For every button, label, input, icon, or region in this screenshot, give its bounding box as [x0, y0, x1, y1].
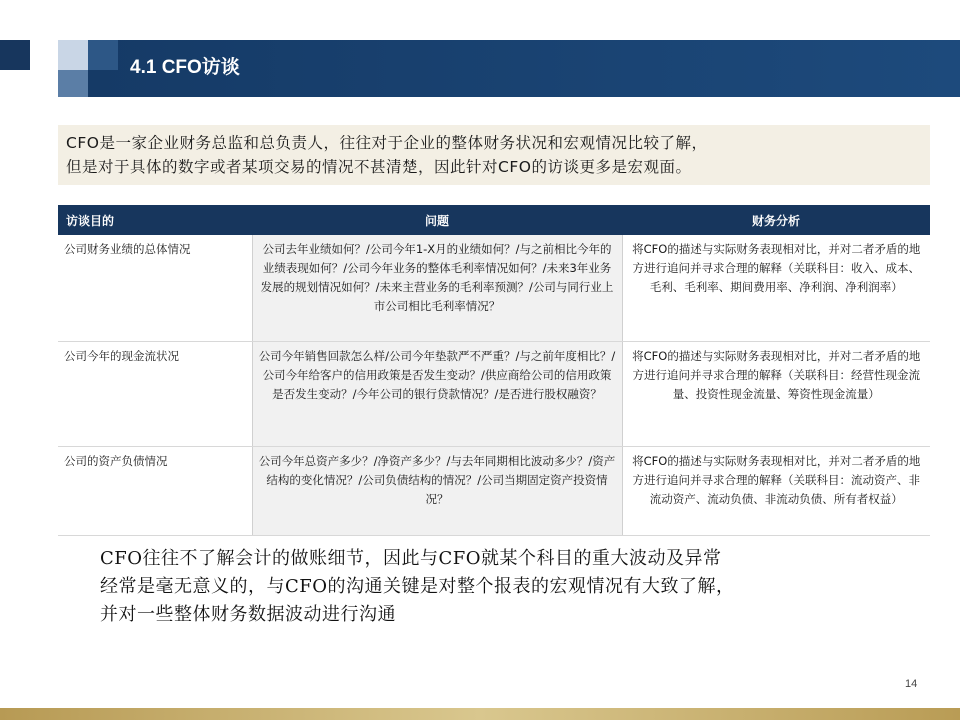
intro-line-2: 但是对于具体的数字或者某项交易的情况不甚清楚，因此针对CFO的访谈更多是宏观面。 — [66, 158, 692, 176]
header-purpose: 访谈目的 — [58, 205, 252, 235]
header-accent-light — [58, 40, 88, 70]
slide-title: 4.1 CFO访谈 — [130, 57, 240, 78]
page-number: 14 — [905, 678, 918, 690]
cell-question: 公司今年总资产多少？/净资产多少？/与去年同期相比波动多少？/资产结构的变化情况？/公司负债结构的情况？/公司当期固定资产投资情况？ — [252, 447, 622, 536]
table-row — [58, 235, 930, 342]
cell-question: 公司去年业绩如何？/公司今年1-X月的业绩如何？/与之前相比今年的业绩表现如何？/公司今年业务的整体毛利率情况如何？/未来3年业务发展的规划情况如何？/未来主营业务的毛利率预测？/公司与同行业上市公司相比毛利率情况？ — [252, 235, 622, 342]
cell-analysis: 将CFO的描述与实际财务表现相对比，并对二者矛盾的地方进行追问并寻求合理的解释（关联科目：收入、成本、毛利、毛利率、期间费用率、净利润、净利润率） — [622, 235, 930, 342]
footer-gold-bar — [0, 708, 960, 720]
table-row — [58, 447, 930, 536]
table-row — [58, 342, 930, 447]
cell-analysis: 将CFO的描述与实际财务表现相对比，并对二者矛盾的地方进行追问并寻求合理的解释（关联科目：流动资产、非流动资产、流动负债、非流动负债、所有者权益） — [622, 447, 930, 536]
header-left-block — [0, 40, 30, 70]
cell-analysis: 将CFO的描述与实际财务表现相对比，并对二者矛盾的地方进行追问并寻求合理的解释（关联科目：经营性现金流量、投资性现金流量、筹资性现金流量） — [622, 342, 930, 447]
conclusion-text — [100, 545, 920, 629]
header-accent-mid — [58, 70, 88, 97]
cell-question: 公司今年销售回款怎么样/公司今年垫款严不严重？/与之前年度相比？/公司今年给客户的信用政策是否发生变动？/供应商给公司的信用政策是否发生变动？/今年公司的银行贷款情况？/是否进行股权融资？ — [252, 342, 622, 447]
conclusion-line-3: 并对一些整体财务数据波动进行沟通 — [100, 604, 396, 625]
conclusion-line-1: CFO往往不了解会计的做账细节，因此与CFO就某个科目的重大波动及异常 — [100, 548, 722, 569]
cell-purpose: 公司的资产负债情况 — [58, 447, 252, 536]
interview-table — [58, 205, 930, 536]
cell-purpose: 公司财务业绩的总体情况 — [58, 235, 252, 342]
table-header-row — [58, 205, 930, 235]
cell-purpose: 公司今年的现金流状况 — [58, 342, 252, 447]
header-question: 问题 — [252, 205, 622, 235]
intro-box — [58, 125, 930, 185]
conclusion-line-2: 经常是毫无意义的，与CFO的沟通关键是对整个报表的宏观情况有大致了解， — [100, 576, 735, 597]
header-accent-inner — [88, 40, 118, 70]
intro-line-1: CFO是一家企业财务总监和总负责人，往往对于企业的整体财务状况和宏观情况比较了解， — [66, 134, 708, 152]
header-analysis: 财务分析 — [622, 205, 930, 235]
